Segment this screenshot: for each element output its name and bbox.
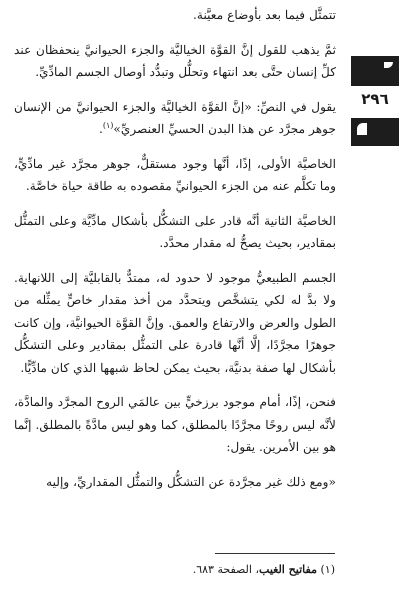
margin-column [351,56,399,146]
section-marker-icon [351,118,399,146]
footnote [13,561,335,579]
footnote-number: (١) [320,563,335,576]
quote-text: يقول في النصِّ: «إنَّ القوَّة الخياليَّة والجزء الحيوانيَّ من الإنسان جوهر مجرَّد عن هذا البدن الحسيِّ العنصريِّ» [14,99,336,136]
paragraph-with-note: يقول في النصِّ: «إنَّ القوَّة الخياليَّة والجزء الحيوانيَّ من الإنسان جوهر مجرَّد عن هذا البدن الحسيِّ العنصريِّ»$^{(١)}$. [14,99,336,136]
chapter-marker-icon [351,56,399,86]
footnote-source-title: مفاتيح الغيب [259,563,317,576]
footnote-divider [215,553,335,554]
paragraph: الخاصيَّة الثانية أنَّه قادر على التشكُّل بأشكال مادِّيَّة وعلى التمثُّل بمقادير، بحيث يصحُّ له مقدار محدَّد. [14,213,336,250]
footnote-reference: (١) [102,120,114,130]
paragraph: «ومع ذلك غير مجرَّدة عن التشكُّل والتمثُّل المقداريِّ، وإليه [46,474,336,489]
page-number: ٢٩٦ [361,90,389,108]
paragraph: الخاصيَّة الأولى، إذًا، أنَّها وجود مستقلٌّ، جوهر مجرَّد غير مادِّيٍّ، وما تكلَّم عنه من الجزء الحيوانيِّ مقصوده به طاقة حياة خاصَّة. [14,156,336,193]
footnote-page: ، الصفحة ٦٨٣. [192,563,260,576]
main-text [14,4,336,505]
paragraph: الجسم الطبيعيُّ موجود لا حدود له، ممتدٌّ بالقابليَّة إلى اللانهاية. ولا بدَّ له لكي يتشخَّص ويتحدَّد من أخذ مقدار خاصٍّ يمثِّله من الطول والعرض والارتفاع والعمق. وإنَّ القوَّة الحيوانيَّة، وإن كانت جوهرًا مجرَّدًا، إلَّا أنَّها قادرة على التمثُّل بمقادير وعلى التشكُّل بأشكال لها صفة بدنيَّة، بحيث يمكن لحاظ شبهها الذي كان مادِّيًّا. [14,270,336,375]
paragraph: فنحن، إذًا، أمام موجود برزخيٍّ بين عالمَي الروح المجرَّد والمادَّة، لأنَّه ليس روحًا مجرَّدًا بالمطلق، كما وهو ليس مادَّةً بالمطلق. إنَّما هو بين الأمرين. يقول: [14,395,336,454]
paragraph: ثمَّ يذهب للقول إنَّ القوَّة الخياليَّة والجزء الحيوانيَّ ينحفظان عند كلِّ إنسان حتَّى بعد انتهاء وتحلُّل وتبدُّد أوصال الجسم المادِّيِّ. [14,42,336,79]
paragraph: تتمثَّل فيما بعد بأوضاع معيَّنة. [193,8,336,22]
